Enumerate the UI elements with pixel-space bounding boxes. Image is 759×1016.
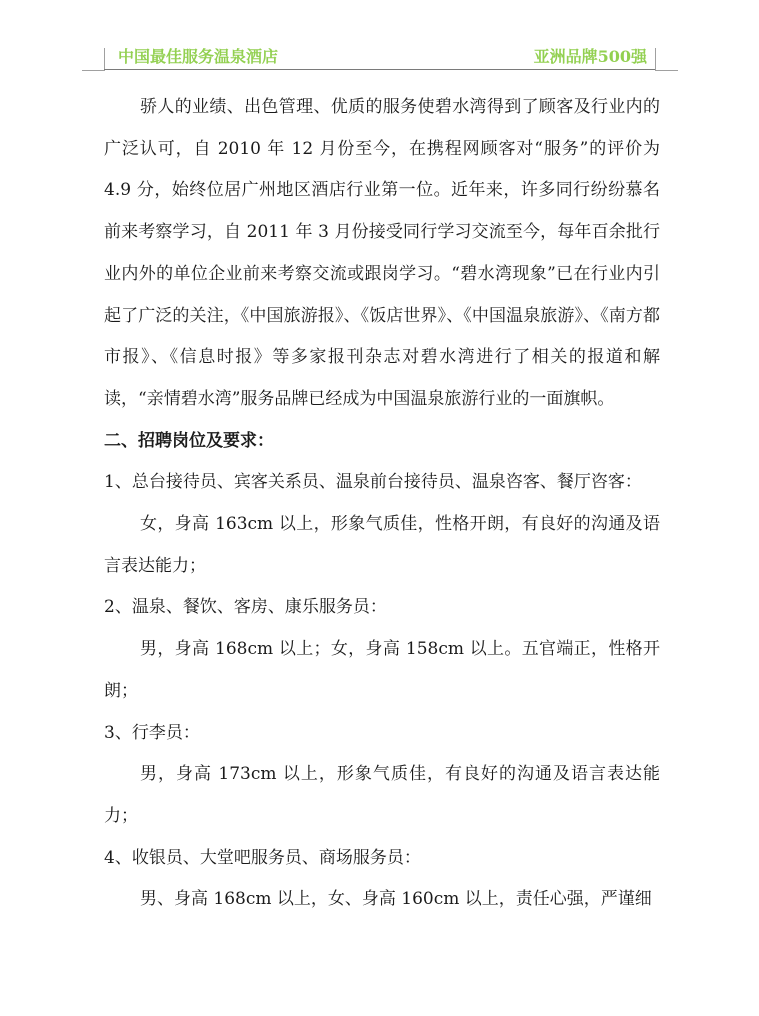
list-item-2-requirements: 男，身高 168cm 以上；女，身高 158cm 以上。五官端正，性格开朗；: [104, 639, 660, 701]
list-item-4-requirements: 男、身高 168cm 以上，女、身高 160cm 以上，责任心强，严谨细: [140, 889, 652, 910]
header-left-text: 中国最佳服务温泉酒店: [118, 47, 279, 66]
paragraph-intro: 骄人的业绩、出色管理、优质的服务使碧水湾得到了顾客及行业内的广泛认可，自 2010 年 12 月份至今，在携程网顾客对“服务”的评价为 4.9 分，始终位居广州地区酒店行业第一位。近年来，许多同行纷纷慕名前来考察学习，自 2011 年 3 月份接受同行学习交流至今，每年百余批行业内外的单位企业前来考察交流或跟岗学习。“碧水湾现象”已在行业内引起了广泛的关注，《中国旅游报》、《饭店世界》、《中国温泉旅游》、《南方都市报》、《信息时报》等多家报刊杂志对碧水湾进行了相关的报道和解读，“亲情碧水湾”服务品牌已经成为中国温泉旅游行业的一面旗帜。: [104, 97, 660, 409]
list-item-1-title: 1、总台接待员、宾客关系员、温泉前台接待员、温泉咨客、餐厅咨客：: [104, 472, 642, 493]
list-item-1-requirements: 女，身高 163cm 以上，形象气质佳，性格开朗，有良好的沟通及语言表达能力；: [104, 514, 660, 576]
list-item-3-requirements: 男，身高 173cm 以上，形象气质佳，有良好的沟通及语言表达能力；: [104, 764, 660, 826]
document-body: [104, 87, 660, 921]
list-item-2-title: 2、温泉、餐饮、客房、康乐服务员：: [104, 597, 387, 618]
list-item-3-title: 3、行李员：: [104, 722, 200, 743]
list-item-4-title: 4、收银员、大堂吧服务员、商场服务员：: [104, 847, 421, 868]
section-heading-positions: 二、招聘岗位及要求：: [104, 430, 274, 451]
header-divider: [104, 69, 655, 70]
header-corner-mark-right: [655, 48, 678, 71]
header-corner-mark-left: [82, 48, 105, 71]
header-right-text: 亚洲品牌500强: [533, 47, 647, 66]
